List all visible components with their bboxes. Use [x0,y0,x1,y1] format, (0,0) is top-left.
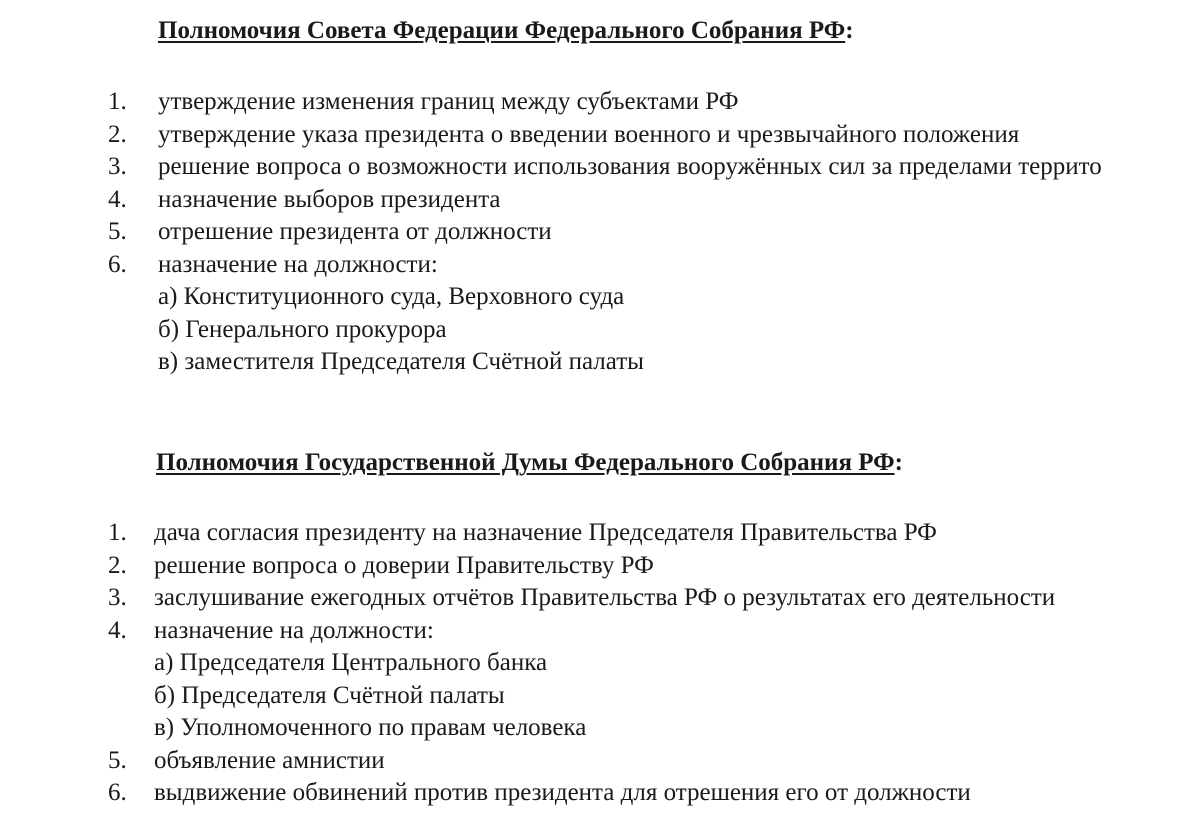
list-item [0,184,1200,217]
sub-list-item [0,314,1200,347]
item-text: выдвижение обвинений против президента для отрешения его от должности [154,779,971,806]
sub-list-item [0,346,1200,379]
section2-heading [156,448,903,478]
list-item [0,86,1200,119]
sub-list-item [0,680,1200,713]
section1-title: Полномочия Совета Федерации Федерального Собрания РФ [158,17,846,44]
sub-list-item [0,647,1200,680]
sub-item-text: в) заместителя Председателя Счётной палаты [158,348,644,375]
item-number: 4. [108,185,127,213]
item-text: утверждение изменения границ между субъектами РФ [158,88,739,115]
item-number: 5. [108,218,127,245]
item-number: 5. [108,746,127,774]
sub-list-item [0,281,1200,314]
item-number: 1. [108,88,127,115]
list-item [0,249,1200,282]
item-number: 2. [108,551,127,579]
item-number: 3. [108,153,127,180]
list-item [0,550,1200,583]
list-item [0,151,1200,184]
item-number: 4. [108,616,127,644]
section2-list [0,517,1200,810]
sub-item-text: а) Председателя Центрального банка [154,649,548,676]
sub-item-text: в) Уполномоченного по правам человека [154,714,587,741]
sub-item-text: б) Генерального прокурора [158,315,447,343]
section1-colon: : [845,17,854,44]
list-item [0,615,1200,648]
sub-item-text: б) Председателя Счётной палаты [154,681,505,709]
section2-title: Полномочия Государственной Думы Федерального Собрания РФ [156,449,895,476]
item-number: 6. [108,779,127,806]
item-number: 2. [108,120,127,148]
item-text: утверждение указа президента о введении военного и чрезвычайного положения [158,120,1020,148]
item-text: заслушивание ежегодных отчётов Правительства РФ о результатах его деятельности [154,584,1056,611]
section1-list [0,86,1200,379]
section1-heading [158,16,854,46]
list-item [0,517,1200,550]
list-item [0,582,1200,615]
sub-item-text: а) Конституционного суда, Верховного суда [158,283,625,310]
section2-colon: : [894,449,903,476]
list-item [0,777,1200,810]
item-text: объявление амнистии [154,746,385,774]
list-item [0,745,1200,778]
item-number: 6. [108,250,127,278]
list-item [0,119,1200,152]
item-text: назначение на должности: [158,250,438,278]
item-text: дача согласия президенту на назначение Председателя Правительства РФ [154,519,937,546]
item-text: отрешение президента от должности [158,218,552,245]
item-text: решение вопроса о доверии Правительству РФ [154,551,654,579]
item-text: назначение выборов президента [158,185,501,213]
item-text: решение вопроса о возможности использования вооружённых сил за пределами террито [158,153,1102,180]
item-number: 3. [108,584,127,611]
item-number: 1. [108,519,127,546]
item-text: назначение на должности: [154,616,434,644]
sub-list-item [0,712,1200,745]
list-item [0,216,1200,249]
